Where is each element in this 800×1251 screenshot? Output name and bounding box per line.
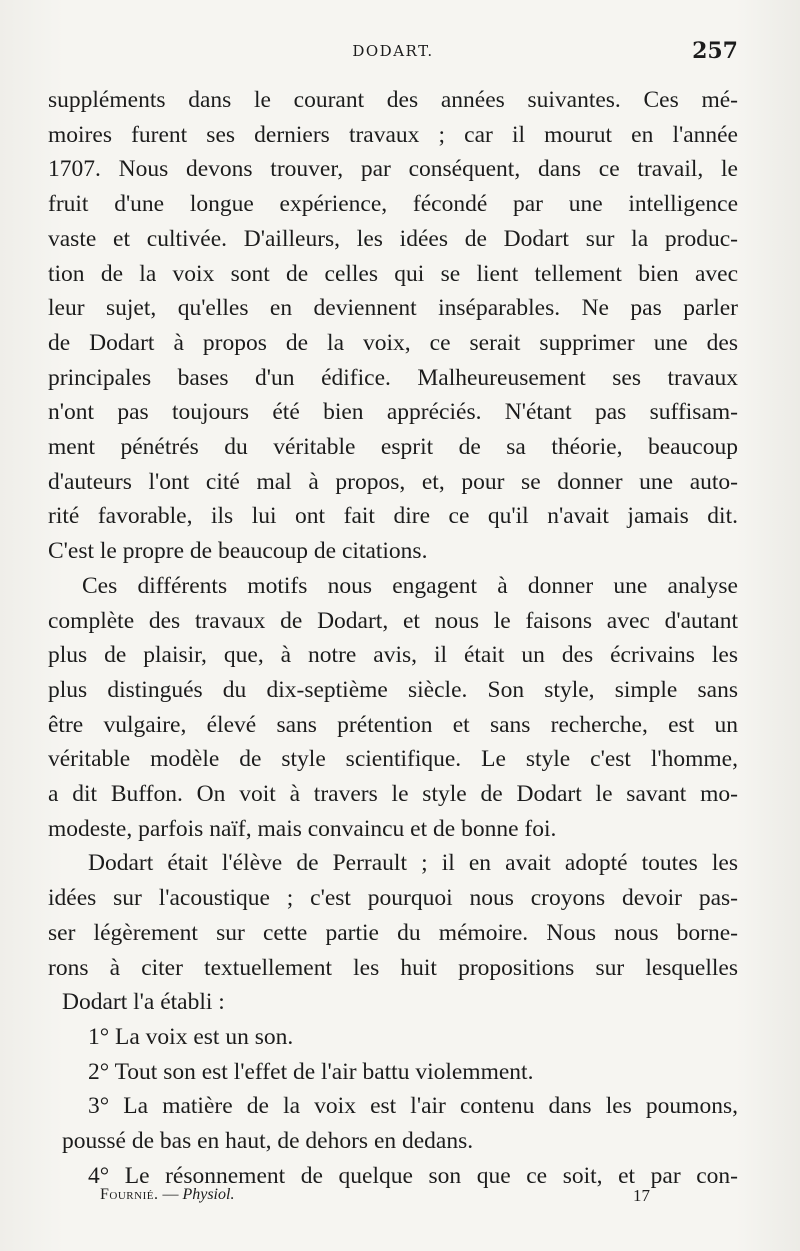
text-line: poussé de bas en haut, de dehors en dedans.	[62, 1128, 474, 1155]
text-line: Ces différents motifs nous engagent à donner une analyse	[82, 572, 738, 599]
text-line: tion de la voix sont de celles qui se lient tellement bien avec	[48, 260, 738, 287]
text-line: fruit d'une longue expérience, fécondé par une intelligence	[48, 191, 738, 218]
footer-author: Fournié.	[100, 1186, 159, 1203]
text-line: plus distingués du dix-septième siècle. Son style, simple sans	[48, 676, 738, 703]
text-line: de Dodart à propos de la voix, ce serait supprimer une des	[48, 329, 738, 356]
body-text	[48, 83, 738, 1194]
text-line: idées sur l'acoustique ; c'est pourquoi nous croyons devoir pas-	[48, 885, 738, 912]
footer-dash: —	[158, 1186, 183, 1203]
page-header	[48, 38, 738, 68]
text-line: leur sujet, qu'elles en deviennent inséparables. Ne pas parler	[48, 295, 738, 322]
text-line: principales bases d'un édifice. Malheureusement ses travaux	[48, 364, 738, 391]
list-item: 4° Le résonnement de quelque son que ce soit, et par con-	[88, 1162, 738, 1189]
page-footer	[48, 1186, 738, 1216]
text-line: ser légèrement sur cette partie du mémoire. Nous nous borne-	[48, 919, 738, 946]
list-item: 1° La voix est un son.	[88, 1023, 294, 1050]
text-line: plus de plaisir, que, à notre avis, il était un des écrivains les	[48, 642, 738, 669]
text-line: suppléments dans le courant des années suivantes. Ces mé-	[48, 87, 738, 113]
text-line: 1707. Nous devons trouver, par conséquent, dans ce travail, le	[48, 156, 738, 183]
footer-title: Physiol.	[182, 1186, 235, 1203]
list-item: 3° La matière de la voix est l'air contenu dans les poumons,	[88, 1093, 738, 1120]
text-line: d'auteurs l'ont cité mal à propos, et, pour se donner une auto-	[48, 468, 738, 495]
text-line: Dodart l'a établi :	[62, 989, 225, 1016]
text-line: C'est le propre de beaucoup de citations.	[48, 538, 428, 565]
text-line: ment pénétrés du véritable esprit de sa théorie, beaucoup	[48, 434, 738, 461]
page-number: 257	[692, 38, 738, 64]
list-item: 2° Tout son est l'effet de l'air battu violemment.	[88, 1058, 534, 1085]
text-line: être vulgaire, élevé sans prétention et sans recherche, est un	[48, 711, 738, 738]
text-line: rité favorable, ils lui ont fait dire ce qu'il n'avait jamais dit.	[48, 503, 738, 530]
text-line: véritable modèle de style scientifique. Le style c'est l'homme,	[48, 746, 738, 773]
text-line: vaste et cultivée. D'ailleurs, les idées de Dodart sur la produc-	[48, 225, 738, 252]
text-line: Dodart était l'élève de Perrault ; il en avait adopté toutes les	[88, 850, 738, 877]
text-line: complète des travaux de Dodart, et nous le faisons avec d'autant	[48, 607, 738, 634]
sheet-number: 17	[633, 1186, 650, 1205]
running-head: DODART.	[352, 42, 434, 60]
text-line: a dit Buffon. On voit à travers le style de Dodart le savant mo-	[48, 781, 738, 808]
text-line: modeste, parfois naïf, mais convaincu et de bonne foi.	[48, 815, 557, 842]
signature-mark	[100, 1186, 234, 1204]
text-line: rons à citer textuellement les huit propositions sur lesquelles	[48, 954, 738, 981]
text-line: moires furent ses derniers travaux ; car il mourut en l'année	[48, 121, 738, 148]
text-line: n'ont pas toujours été bien appréciés. N'étant pas suffisam-	[48, 399, 738, 426]
